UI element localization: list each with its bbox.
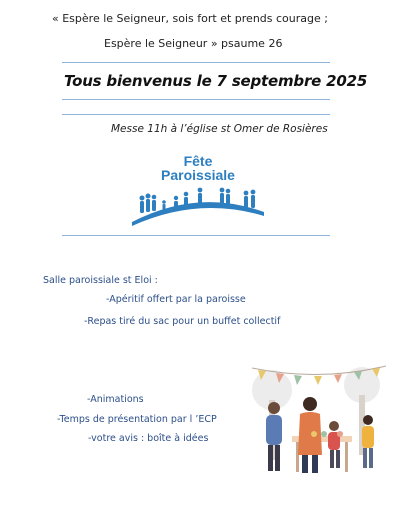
- divider-logo-bottom: [62, 235, 330, 236]
- activity-3: -votre avis : boîte à idées: [88, 433, 209, 444]
- salle-item-2: -Repas tiré du sac pour un buffet collectif: [84, 316, 281, 327]
- page-title: Tous bienvenus le 7 septembre 2025: [64, 72, 368, 90]
- divider-title-bottom: [62, 99, 330, 100]
- quote-line-2: Espère le Seigneur » psaume 26: [104, 37, 283, 50]
- salle-label: Salle paroissiale st Eloi :: [43, 275, 158, 286]
- salle-item-1: -Apéritif offert par la paroisse: [106, 294, 246, 305]
- divider-subtitle-top: [62, 114, 330, 115]
- logo-line-1: Fête: [183, 153, 213, 169]
- family-party-illustration: [252, 360, 386, 480]
- divider-top: [62, 62, 330, 63]
- people-silhouettes-icon: [128, 150, 268, 226]
- mass-info: Messe 11h à l’église st Omer de Rosières: [111, 123, 328, 135]
- logo-line-2: Paroissiale: [161, 167, 235, 183]
- activity-2: -Temps de présentation par l ’ECP: [57, 414, 217, 425]
- quote-line-1: « Espère le Seigneur, sois fort et prends courage ;: [52, 12, 328, 25]
- activity-1: -Animations: [87, 394, 144, 405]
- fete-paroissiale-logo: [128, 150, 268, 226]
